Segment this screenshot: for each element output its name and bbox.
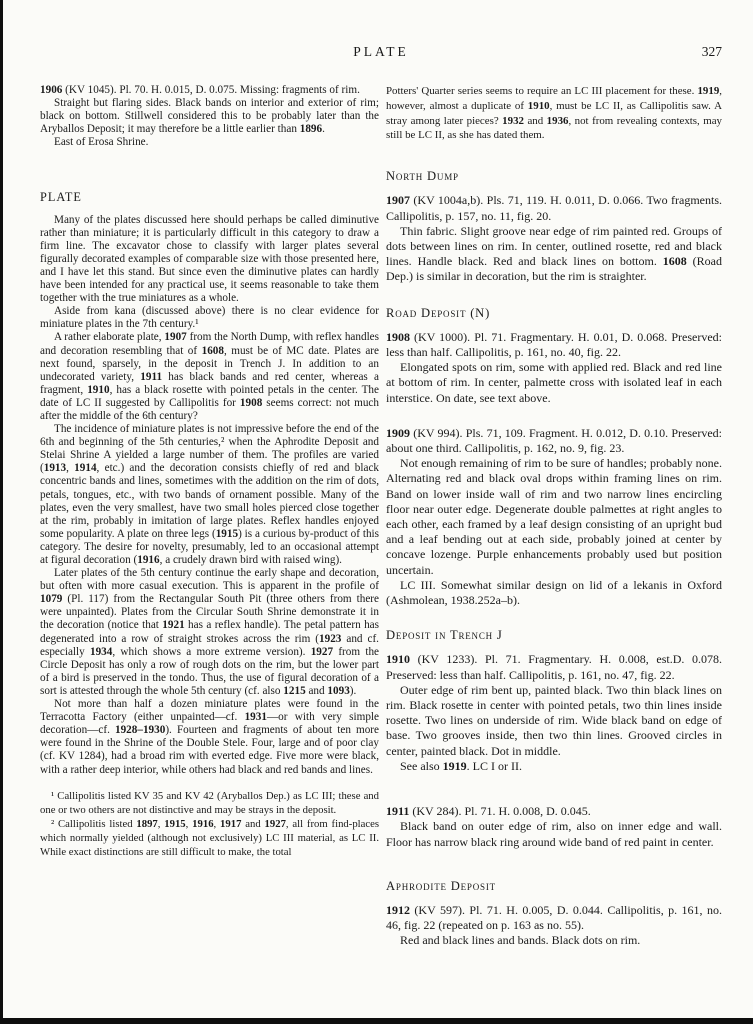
section-heading-deposit-in-trench-j: Deposit in Trench J — [386, 628, 503, 643]
page-number: 327 — [701, 44, 722, 59]
scan-edge-bottom — [0, 1018, 753, 1024]
scan-edge-left — [0, 0, 3, 1024]
section-heading-north-dump: North Dump — [386, 169, 459, 184]
entry-1911-description: Black band on outer edge of rim, also on inner edge and wall. Floor has narrow black ring around wide band of red paint in center. — [386, 819, 722, 849]
page-header — [40, 44, 722, 62]
entry-1909-description: Not enough remaining of rim to be sure of handles; probably none. Alternating red and black oval drops within framing lines on rim. Band on lower inside wall of rim and two narrow lines encircling floor near outer edge. Degenerate double palmettes at right angles to each other, each framed by a leaf design consisting of an upright bud and a leaf bending out at each side, probably joined at center by concave lozenge. Purple enhancements probably used but position uncertain. — [386, 456, 722, 577]
right-column — [386, 84, 722, 949]
entry-1908-description: Elongated spots on rim, some with applied red. Black and red line at bottom of rim. In center, palmette cross with isolated leaf in each interstice. On date, see text above. — [386, 360, 722, 405]
entry-1907-description: Thin fabric. Slight groove near edge of rim painted red. Groups of dots between lines on rim. In center, outlined rosette, red and black lines. Handle black. Red and black lines on bottom. 1608 (Road Dep.) is similar in decoration, but the rim is straighter. — [386, 223, 722, 284]
discussion-paragraph-1: Many of the plates discussed here should perhaps be called diminutive rather than miniature; it is particularly difficult in this category to draw a firm line. The excavator chose to classify with larger plates several figurally decorated examples of comparable size with those presented here, and I have let this stand. But since even the diminutive plates can hardly have been intended for any practical use, it seems reasonable to take them together with the true miniatures as a whole. — [40, 213, 379, 305]
footnote-1: ¹ Callipolitis listed KV 35 and KV 42 (Aryballos Dep.) as LC III; these and one or two others are not distinctive and may be strays in the deposit. — [40, 789, 379, 816]
entry-1910-date-note: See also 1919. LC I or II. — [400, 758, 522, 773]
section-heading-plate: PLATE — [40, 190, 82, 205]
discussion-paragraph-2: Aside from kana (discussed above) there is no clear evidence for miniature plates in the 7th century.¹ — [40, 305, 379, 331]
entry-1906-provenance: East of Erosa Shrine. — [54, 136, 149, 149]
footnote-2: ² Callipolitis listed 1897, 1915, 1916, 1917 and 1927, all from find-places which normally yielded (although not exclusively) LC III material, as LC II. While exact distinctions are still difficult to make, the total — [40, 818, 380, 859]
entry-1908-head: 1908 (KV 1000). Pl. 71. Fragmentary. H. 0.01, D. 0.068. Preserved: less than half. Callipolitis, p. 161, no. 40, fig. 22. — [386, 329, 722, 360]
entry-1907-head: 1907 (KV 1004a,b). Pls. 71, 119. H. 0.011, D. 0.066. Two fragments. Callipolitis, p. 157, no. 11, fig. 20. — [386, 193, 722, 223]
entry-1909-date-note: LC III. Somewhat similar design on lid of a lekanis in Oxford (Ashmolean, 1938.252a–b). — [386, 577, 722, 608]
left-column — [40, 84, 379, 860]
running-head-title: PLATE — [353, 44, 409, 59]
section-heading-aphrodite-deposit: Aphrodite Deposit — [386, 878, 496, 893]
discussion-paragraph-3: A rather elaborate plate, 1907 from the North Dump, with reflex handles and decoration resembling that of 1608, must be of MC date. Plates are next found, sparsely, in the deposit in Trench J. In addition to an undecorated variety, 1911 has black bands and red center, whereas a fragment, 1910, has a black rosette with pointed petals in the center. The date of LC II suggested by Callipolitis for 1908 seems correct: not much after the middle of the 6th century? — [40, 331, 380, 422]
discussion-paragraph-4: The incidence of miniature plates is not impressive before the end of the 6th and beginning of the 5th centuries,² when the Aphrodite Deposit and Stelai Shrine A yielded a large number of them. The profiles are varied (1913, 1914, etc.) and the decoration consists chiefly of red and black concentric bands and lines, sometimes with the addition on the rim of dots, petals, tongues, etc., with two bands of ornament possible. Many of the plates, even the very smallest, have two small holes pierced close together at the rim, probably in imitation of large plates. Reflex handles enjoyed some popularity. A plate on three legs (1915) is a curious by-product of this category. The desire for novelty, presumably, led to an occasional attempt at figural decoration (1916, a crudely drawn bird with raised wing). — [40, 423, 380, 566]
footnotes-block — [40, 789, 379, 860]
entry-1911-head: 1911 (KV 284). Pl. 71. H. 0.008, D. 0.045. — [386, 804, 591, 819]
entry-1910-head: 1910 (KV 1233). Pl. 71. Fragmentary. H. 0.008, est.D. 0.078. Preserved: less than half. Callipolitis, p. 161, no. 47, fig. 22. — [386, 652, 722, 682]
section-heading-road-deposit-n: Road Deposit (N) — [386, 305, 491, 320]
footnote-2-continuation: Potters' Quarter series seems to require an LC III placement for these. 1919, however, almost a duplicate of 1910, must be LC II, as Callipolitis saw. A stray among later pieces? 1932 and 1936, not from revealing contexts, may still be LC II, as she has dated them. — [386, 85, 722, 142]
entry-1910-description: Outer edge of rim bent up, painted black. Two thin black lines on rim. Black rosette in center with pointed petals, two thin lines inside rosette. Two lines on underside of rim. Wide black band on edge of base. Two grooves inside, then two thin lines. Grooved circles in center, painted black. Dot in middle. — [386, 682, 722, 758]
entry-1906-head: 1906 (KV 1045). Pl. 70. H. 0.015, D. 0.075. Missing: fragments of rim. — [40, 84, 360, 96]
entry-1906-description: Straight but flaring sides. Black bands on interior and exterior of rim; black on bottom. Stillwell considered this to be probably later than the Aryballos Deposit; it may therefore be a little earlier than 1896. — [40, 97, 379, 136]
entry-1909-head: 1909 (KV 994). Pls. 71, 109. Fragment. H. 0.012, D. 0.10. Preserved: about one third. Callipolitis, p. 162, no. 9, fig. 23. — [386, 425, 722, 456]
discussion-paragraph-6: Not more than half a dozen miniature plates were found in the Terracotta Factory (either unpainted—cf. 1931—or with very simple decoration—cf. 1928–1930). Fourteen and fragments of about ten more were found in the Shrine of the Double Stele. Four, large and of poor clay (cf. KV 1284), had a broad rim with everted edge. Five more were black, with a rather deep interior, while others had black and red bands and lines. — [40, 698, 379, 776]
entry-1912-head: 1912 (KV 597). Pl. 71. H. 0.005, D. 0.044. Callipolitis, p. 161, no. 46, fig. 22 (repeated on p. 163 as no. 55). — [386, 902, 722, 933]
discussion-paragraph-5: Later plates of the 5th century continue the early shape and decoration, but often with more casual execution. This is apparent in the profile of 1079 (Pl. 117) from the Rectangular South Pit (three others from there were unpainted). Plates from the Circular South Shrine demonstrate it in the decoration (notice that 1921 has a reflex handle). The petal pattern has degenerated into a row of straight strokes across the rim (1923 and cf. especially 1934, which shows a more extreme version). 1927 from the Circle Deposit has only a row of rough dots on the rim, but the lower part of a bird is preserved in the tondo. Thus, the use of figural decoration of a sort is attested through the whole 5th century (cf. also 1215 and 1093). — [40, 567, 380, 697]
entry-1912-description: Red and black lines and bands. Black dots on rim. — [400, 933, 641, 948]
